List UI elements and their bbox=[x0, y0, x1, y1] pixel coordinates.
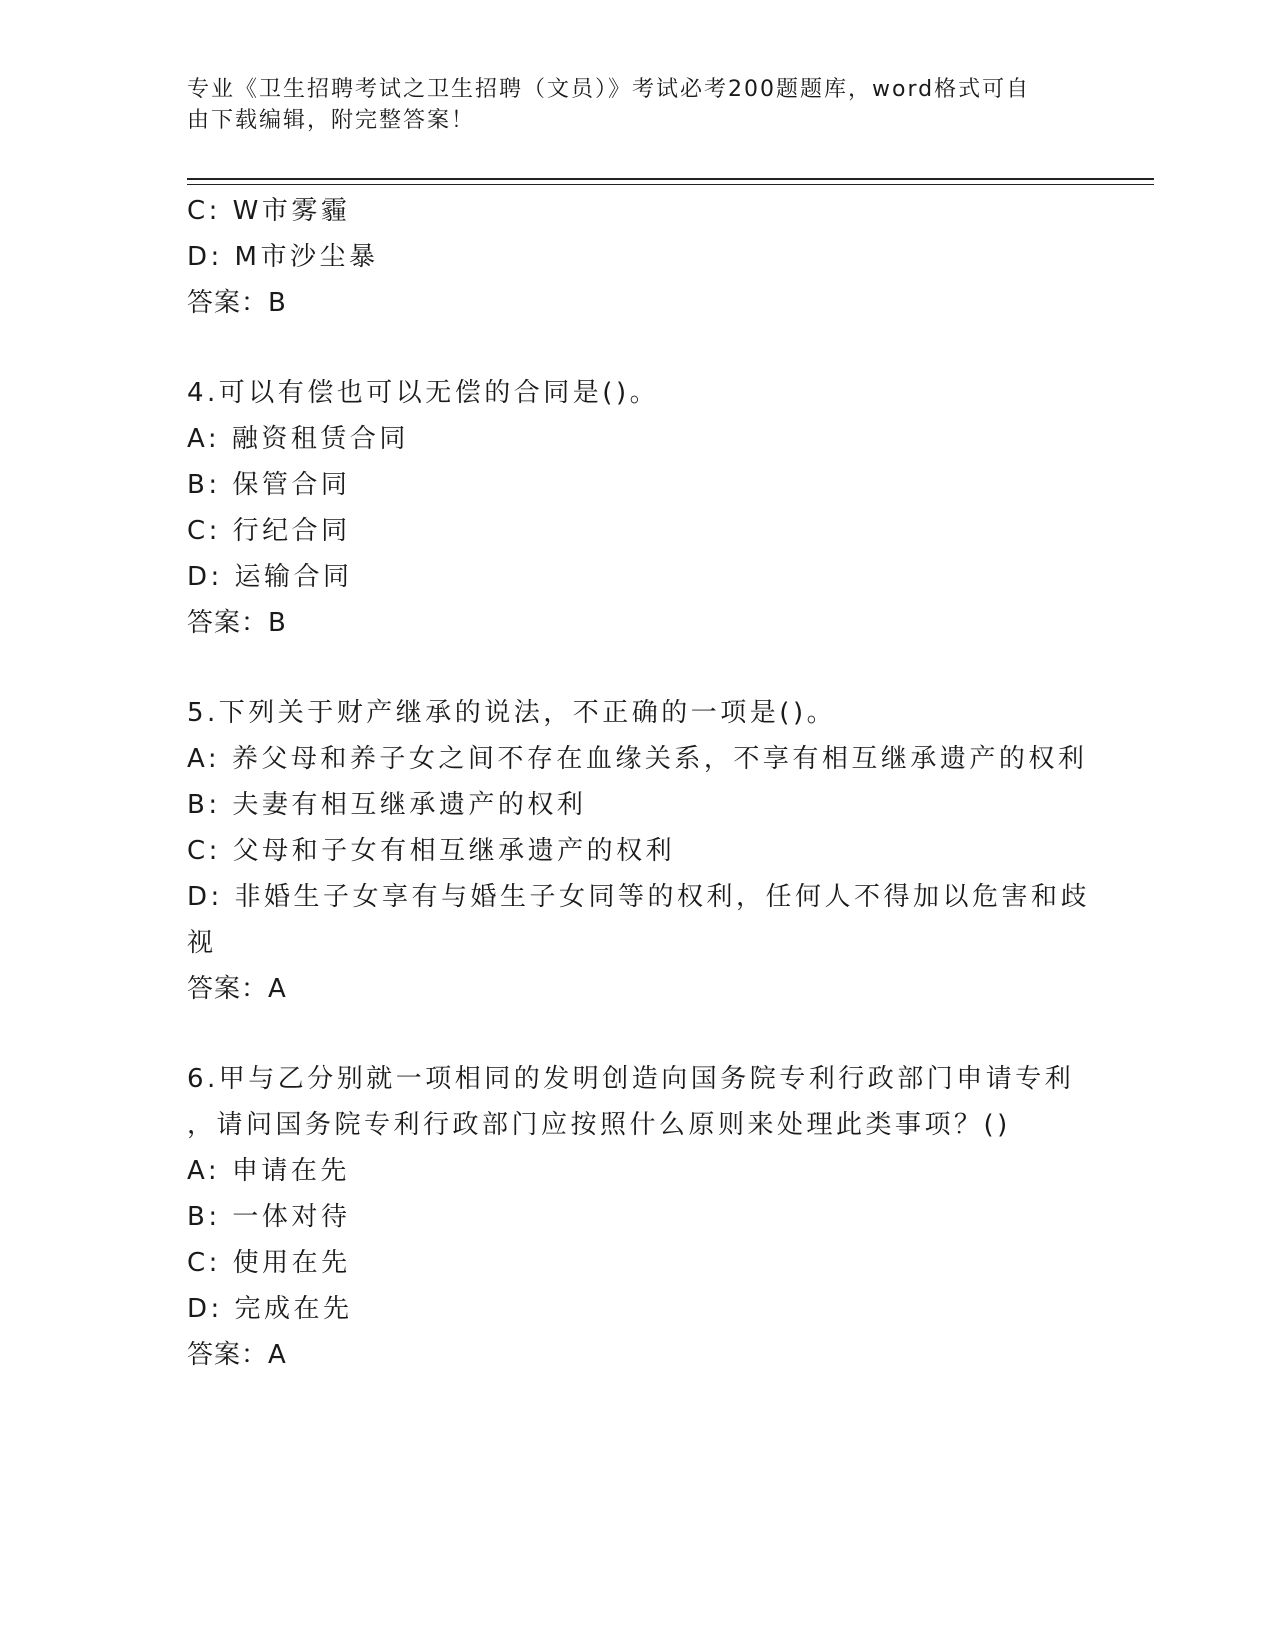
option-d-line-1: D: 非婚生子女享有与婚生子女同等的权利，任何人不得加以危害和歧 bbox=[187, 882, 1091, 912]
header-line-1: 专业《卫生招聘考试之卫生招聘（文员）》考试必考200题题库，word格式可自 bbox=[187, 77, 1031, 102]
option-a: A: 申请在先 bbox=[187, 1156, 350, 1186]
option-d: D: 完成在先 bbox=[187, 1294, 353, 1324]
answer: 答案：B bbox=[187, 288, 287, 318]
option-d: D: M市沙尘暴 bbox=[187, 242, 379, 272]
option-b: B: 夫妻有相互继承遗产的权利 bbox=[187, 790, 587, 820]
question-stem-line-1: 6.甲与乙分别就一项相同的发明创造向国务院专利行政部门申请专利 bbox=[187, 1064, 1075, 1094]
option-a: A: 融资租赁合同 bbox=[187, 424, 409, 454]
option-d: D: 运输合同 bbox=[187, 562, 353, 592]
option-c: C: W市雾霾 bbox=[187, 196, 351, 226]
question-4 bbox=[187, 370, 1067, 646]
question-list bbox=[187, 188, 1091, 1378]
question-5 bbox=[187, 690, 1091, 1012]
option-a: A: 养父母和养子女之间不存在血缘关系，不享有相互继承遗产的权利 bbox=[187, 744, 1088, 774]
question-6 bbox=[187, 1056, 1075, 1378]
header-divider-thin bbox=[187, 184, 1154, 185]
header-line-2: 由下载编辑，附完整答案！ bbox=[187, 108, 476, 133]
question-3-partial bbox=[187, 188, 1067, 326]
answer: 答案：B bbox=[187, 608, 287, 638]
question-stem: 4.可以有偿也可以无偿的合同是()。 bbox=[187, 378, 660, 408]
answer: 答案：A bbox=[187, 974, 287, 1004]
option-c: C: 父母和子女有相互继承遗产的权利 bbox=[187, 836, 676, 866]
option-d-line-2: 视 bbox=[187, 928, 217, 958]
option-b: B: 一体对待 bbox=[187, 1202, 351, 1232]
question-stem: 5.下列关于财产继承的说法，不正确的一项是()。 bbox=[187, 698, 837, 728]
header-divider-thick bbox=[187, 178, 1154, 180]
answer: 答案：A bbox=[187, 1340, 287, 1370]
option-b: B: 保管合同 bbox=[187, 470, 351, 500]
document-header bbox=[187, 74, 1067, 136]
option-c: C: 行纪合同 bbox=[187, 516, 351, 546]
option-c: C: 使用在先 bbox=[187, 1248, 351, 1278]
question-stem-line-2: ，请问国务院专利行政部门应按照什么原则来处理此类事项？() bbox=[187, 1110, 1011, 1140]
